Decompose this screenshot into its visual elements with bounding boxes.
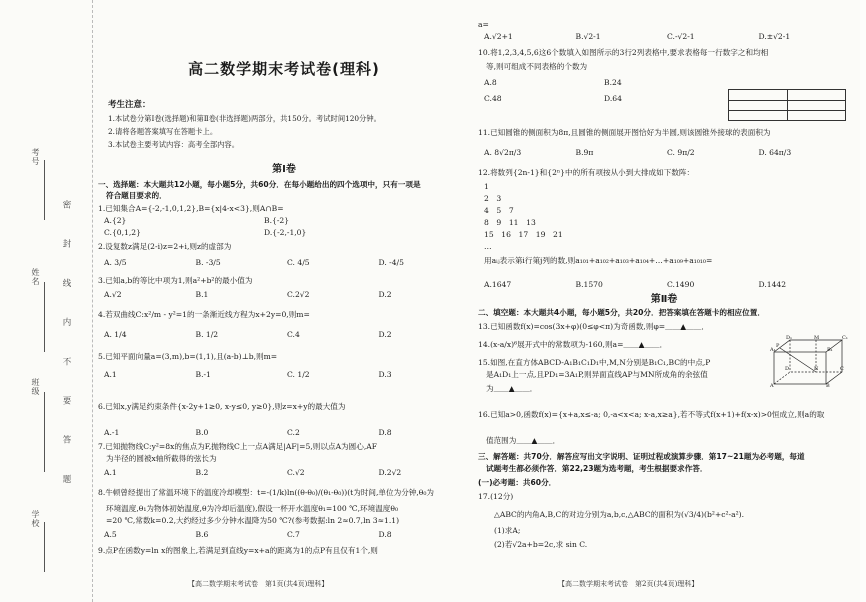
q6-option-d: D.8 <box>378 428 392 437</box>
question-9: 9.点P在函数y=ln x的图象上,若满足到直线y=x+a的距离为1的点P有且仅有1个,则 <box>98 546 378 555</box>
question-13: 13.已知函数f(x)=cos(3x+φ)(0≤φ<π)为奇函数,则φ=＿＿▲＿＿． <box>478 322 709 331</box>
part1-heading: 第Ⅰ卷 <box>272 164 296 175</box>
q12-option-a: A.1647 <box>484 280 512 289</box>
array-row-3: 4 5 7 <box>484 206 514 215</box>
q6-option-b: B.0 <box>195 428 209 437</box>
question-10-line2: 等,则可组成不同表格的个数为 <box>486 62 588 71</box>
array-row-1: 1 <box>484 182 489 191</box>
q2-option-d: D. -4/5 <box>378 258 404 267</box>
q12-option-c: C.1490 <box>667 280 695 289</box>
q10-option-d: D.64 <box>604 94 622 103</box>
q1-option-c: C.{0,1,2} <box>104 228 141 237</box>
q12-options <box>484 280 850 290</box>
question-15-line2: 是A₁D₁上一点,且PD₁=3A₁P,则异面直线AP与MN所成角的余弦值 <box>486 370 708 379</box>
notice-heading: 考生注意： <box>108 100 151 110</box>
choice-intro-line1: 一、选择题：本大题共12小题，每小题5分，共60分．在每小题给出的四个选项中，只有一项是 <box>98 180 421 189</box>
q8-option-c: C.7 <box>287 530 300 539</box>
notice-item-3: 3.本试卷主要考试内容：高考全部内容。 <box>108 140 240 149</box>
cube-label-c: C <box>840 366 844 372</box>
left-footer: 【高二数学期末考试卷 第1页(共4页)理科】 <box>188 580 329 588</box>
array-row-2: 2 3 <box>484 194 502 203</box>
solve-intro-line1: 三、解答题：共70分．解答应写出文字说明、证明过程或演算步骤．第17~21题为必考题，每道 <box>478 452 805 461</box>
question-7-line1: 7.已知抛物线C:y²=8x的焦点为F,抛物线C上一点A满足|AF|=5,则以点A为圆心,AF <box>98 442 377 451</box>
cube-label-a: A <box>770 383 774 389</box>
q1-option-d: D.{-2,-1,0} <box>264 228 307 237</box>
required-heading: (一)必考题：共60分． <box>478 478 557 487</box>
cube-label-a1: A₁ <box>770 347 776 353</box>
notice-item-2: 2.请将各题答案填写在答题卡上。 <box>108 127 218 136</box>
array-row-6: … <box>484 242 492 251</box>
q8-option-d: D.8 <box>378 530 392 539</box>
question-7-line2: 为半径的圆被x轴所截得的弦长为 <box>106 454 217 463</box>
q9-option-a: A.√2+1 <box>484 32 513 41</box>
name-underline <box>44 282 45 352</box>
q4-option-a: A. 1/4 <box>104 330 127 339</box>
solve-intro-line2: 试题考生都必须作答．第22,23题为选考题，考生根据要求作答． <box>486 464 708 473</box>
q6-options <box>104 428 470 438</box>
cube-label-n: N <box>814 366 819 372</box>
q4-option-b: B. 1/2 <box>195 330 219 339</box>
q12-option-b: B.1570 <box>575 280 603 289</box>
school-label: 学校 <box>31 510 40 528</box>
q2-options <box>104 258 470 268</box>
q11-option-d: D. 64π/3 <box>758 148 792 157</box>
q1-option-b: B.{-2} <box>264 216 290 225</box>
question-17-stem: △ABC的内角A,B,C的对边分别为a,b,c,△ABC的面积为(√3/4)(b²+c²-a²). <box>494 510 745 519</box>
q10-table-figure <box>728 89 846 121</box>
q6-option-c: C.2 <box>287 428 300 437</box>
q3-options <box>104 290 470 300</box>
school-underline <box>44 522 45 572</box>
question-12: 12.将数列{2n-1}和{2ⁿ}中的所有项按从小到大排成如下数阵： <box>478 168 695 177</box>
question-16-line1: 16.已知a>0,函数f(x)={x+a,x≤-a; 0,-a<x<a; x-a,x≥a},若不等式f(x+1)+f(x-x)>0恒成立,则a的取 <box>478 410 825 419</box>
question-6: 6.已知x,y满足约束条件{x-2y+1≥0, x-y≤0, y≥0},则z=x+y的最大值为 <box>98 402 346 411</box>
q4-option-d: D.2 <box>378 330 392 339</box>
question-16-line2: 值范围为＿＿▲＿＿． <box>486 436 561 445</box>
q11-option-b: B.9π <box>575 148 594 157</box>
cuboid-figure <box>770 336 846 388</box>
class-label: 班级 <box>31 378 40 396</box>
q8-option-a: A.5 <box>104 530 117 539</box>
q7-option-d: D.2√2 <box>378 468 402 477</box>
seal-line-text: 密 封 线 内 不 要 答 题 <box>61 200 71 497</box>
exam-number-label: 考号 <box>31 148 40 166</box>
question-17-part1: (1)求A; <box>494 526 521 535</box>
q11-options <box>484 148 850 158</box>
notice-item-1: 1.本试卷分第Ⅰ卷(选择题)和第Ⅱ卷(非选择题)两部分，共150分。考试时间120分钟。 <box>108 114 381 123</box>
q12-option-d: D.1442 <box>758 280 787 289</box>
q5-options <box>104 370 470 380</box>
cube-label-b1: B₁ <box>827 347 833 353</box>
right-footer: 【高二数学期末考试卷 第2页(共4页)理科】 <box>558 580 699 588</box>
q9-continued: a= <box>478 20 489 29</box>
q9-options <box>484 32 850 42</box>
question-12-sum: 用aᵢⱼ表示第i行第j列的数,则a₁₀₁+a₁₀₂+a₁₀₃+a₁₀₄+…+a₁₀₉+a₁₀₁₀= <box>484 256 713 265</box>
question-1: 1.已知集合A={-2,-1,0,1,2},B={x|4-x<3},则A∩B= <box>98 204 284 213</box>
q5-option-a: A.1 <box>104 370 117 379</box>
question-8-line1: 8.牛顿曾经提出了常温环境下的温度冷却模型：t=-(1/k)ln((θ-θ₀)/(θ₁-θ₀))(t为时间,单位为分钟,θ₀为 <box>98 488 435 497</box>
cube-label-p: P <box>776 343 780 349</box>
question-8-line3: =20 ℃,常数k=0.2,大约经过多少分钟水温降为50 ℃?(参考数据:ln 2≈0.7,ln 3≈1.1) <box>106 516 400 525</box>
question-3: 3.已知a,b的等比中项为1,则a²+b²的最小值为 <box>98 276 253 285</box>
q3-option-d: D.2 <box>378 290 392 299</box>
page-title: 高二数学期末考试卷(理科) <box>188 60 380 78</box>
q4-options <box>104 330 470 340</box>
q9-option-c: C.-√2-1 <box>667 32 695 41</box>
q9-option-b: B.√2-1 <box>575 32 601 41</box>
q9-option-d: D.±√2-1 <box>758 32 791 41</box>
question-10-line1: 10.将1,2,3,4,5,6这6个数填入如图所示的3行2列表格中,要求表格每一行数字之和均相 <box>478 48 769 57</box>
exam-number-underline <box>44 160 45 220</box>
q2-option-b: B. -3/5 <box>195 258 221 267</box>
name-label: 姓名 <box>31 268 40 286</box>
q8-option-b: B.6 <box>195 530 209 539</box>
q2-option-c: C. 4/5 <box>287 258 310 267</box>
binding-margin <box>0 0 93 602</box>
question-2: 2.设复数z满足(2-i)z=2+i,则z的虚部为 <box>98 242 232 251</box>
question-4: 4.若双曲线C:x²/m - y²=1的一条渐近线方程为x+2y=0,则m= <box>98 310 310 319</box>
fill-intro: 二、填空题：本大题共4小题，每小题5分，共20分．把答案填在答题卡的相应位置． <box>478 308 765 317</box>
question-15-line3: 为＿＿▲＿＿． <box>486 384 538 393</box>
question-8-line2: 环境温度,θ₁为物体初始温度,θ为冷却后温度),假设一杯开水温度θ₁=100 ℃,环境温度θ₀ <box>106 504 399 513</box>
array-row-4: 8 9 11 13 <box>484 218 536 227</box>
question-17-part2: (2)若√2a+b=2c,求 sin C. <box>494 540 588 549</box>
q8-options <box>104 530 470 540</box>
q5-option-b: B.-1 <box>195 370 211 379</box>
q10-option-c: C.48 <box>484 94 502 103</box>
q4-option-c: C.4 <box>287 330 300 339</box>
question-5: 5.已知平面向量a=(3,m),b=(1,1),且(a-b)⊥b,则m= <box>98 352 278 361</box>
q7-option-c: C.√2 <box>287 468 305 477</box>
cube-label-c1: C₁ <box>842 335 848 341</box>
q5-option-c: C. 1/2 <box>287 370 310 379</box>
cube-label-m: M <box>814 335 820 341</box>
q1-option-a: A.{2} <box>104 216 127 225</box>
question-15-line1: 15.如图,在直方体ABCD-A₁B₁C₁D₁中,M,N分别是B₁C₁,BC的中点,P <box>478 358 711 367</box>
q10-option-b: B.24 <box>604 78 622 87</box>
cube-label-b: B <box>826 383 830 389</box>
q7-options <box>104 468 470 478</box>
q3-option-b: B.1 <box>195 290 209 299</box>
question-17-header: 17.(12分) <box>478 492 514 501</box>
q11-option-a: A. 8√2π/3 <box>484 148 522 157</box>
q3-option-c: C.2√2 <box>287 290 310 299</box>
question-14: 14.(x-a/x)⁶展开式中的常数项为-160,则a=＿＿▲＿＿． <box>478 340 668 349</box>
q5-option-d: D.3 <box>378 370 392 379</box>
choice-intro-line2: 符合题目要求的． <box>106 191 167 200</box>
cube-label-d1: D₁ <box>786 335 793 341</box>
q7-option-a: A.1 <box>104 468 117 477</box>
question-11: 11.已知圆锥的侧面积为8π,且圆锥的侧面展开图恰好为半圆,则该圆锥外接球的表面积为 <box>478 128 771 137</box>
q10-option-a: A.8 <box>484 78 497 87</box>
q2-option-a: A. 3/5 <box>104 258 127 267</box>
q3-option-a: A.√2 <box>104 290 122 299</box>
class-underline <box>44 392 45 472</box>
q7-option-b: B.2 <box>195 468 209 477</box>
q11-option-c: C. 9π/2 <box>667 148 695 157</box>
cube-label-d: D <box>785 366 790 372</box>
part2-heading: 第Ⅱ卷 <box>650 294 678 305</box>
array-row-5: 15 16 17 19 21 <box>484 230 563 239</box>
q6-option-a: A.-1 <box>104 428 120 437</box>
